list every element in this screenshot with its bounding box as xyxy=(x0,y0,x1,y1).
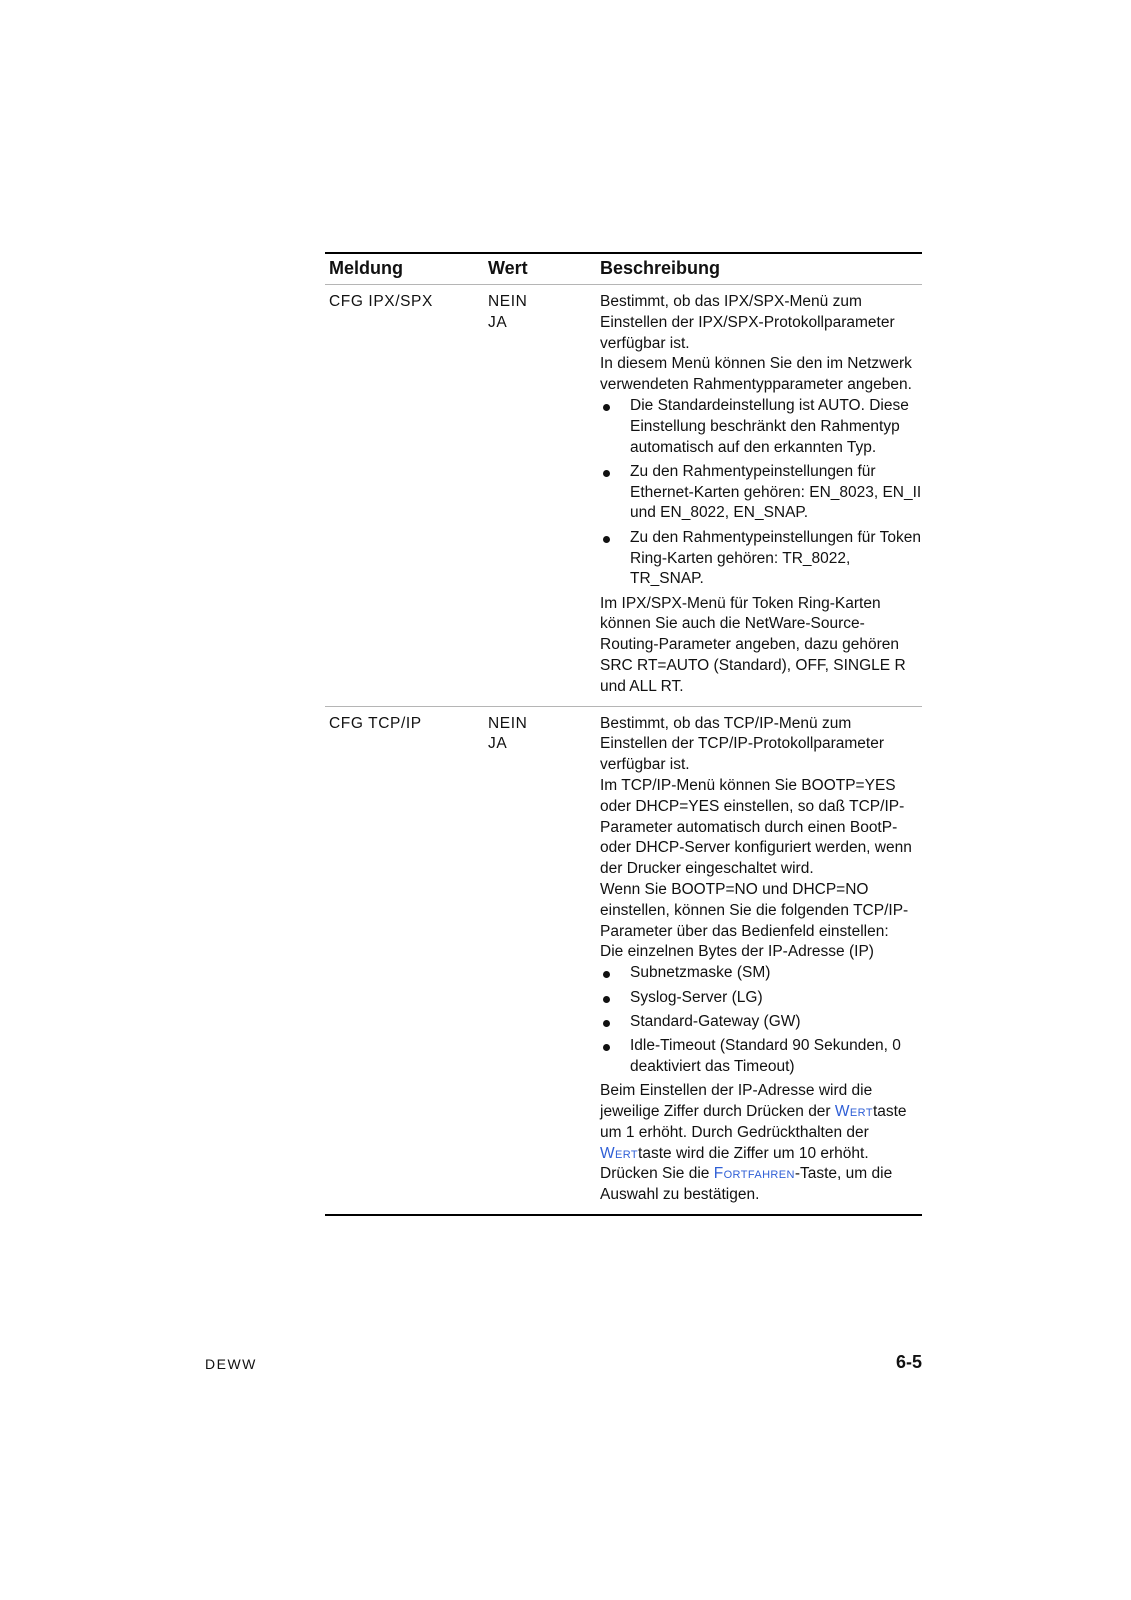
description-cfg-tcp-ip xyxy=(599,714,922,1206)
value-ja: JA xyxy=(488,313,508,331)
header-meldung: Meldung xyxy=(329,258,403,278)
bullet-item: Syslog-Server (LG) xyxy=(600,988,922,1009)
message-cfg-tcp-ip: CFG TCP/IP xyxy=(329,714,422,732)
table-row-cfg-ipx-spx xyxy=(325,285,922,706)
table-row-cfg-tcp-ip xyxy=(325,706,922,1214)
table-header xyxy=(325,254,922,285)
footer-doc-code: DEWW xyxy=(205,1356,257,1372)
values-cfg-ipx-spx xyxy=(486,292,599,698)
values-cfg-tcp-ip xyxy=(486,714,599,1206)
text-span: taste wird die Ziffer um 10 erhöht. Drücken Sie die xyxy=(600,1144,869,1183)
text-span: Beim Einstellen der IP-Adresse wird die jeweilige Ziffer durch Drücken der xyxy=(600,1082,873,1120)
value-nein: NEIN xyxy=(488,714,528,732)
description-paragraph: Wenn Sie BOOTP=NO und DHCP=NO einstellen, können Sie die folgenden TCP/IP-Parameter über das Bedienfeld einstellen: xyxy=(600,881,909,940)
description-paragraph: Bestimmt, ob das IPX/SPX-Menü zum Einstellen der IPX/SPX-Protokollparameter verfügbar ist. xyxy=(600,293,895,352)
text-span: -Taste, um die Auswahl zu bestätigen. xyxy=(600,1165,893,1204)
message-table xyxy=(325,252,922,1216)
value-ja: JA xyxy=(488,735,508,753)
bullet-item: Zu den Rahmentypeinstellungen für Ethernet-Karten gehören: EN_8023, EN_II und EN_8022, EN_SNAP. xyxy=(600,462,922,524)
wert-key-link[interactable]: Wert xyxy=(600,1144,639,1162)
bullet-item: Die Standardeinstellung ist AUTO. Diese Einstellung beschränkt den Rahmentyp automatisch auf den erkannten Typ. xyxy=(600,396,922,458)
description-paragraph: Im IPX/SPX-Menü für Token Ring-Karten können Sie auch die NetWare-Source-Routing-Parameter angeben, dazu gehören SRC RT=AUTO (Standard), OFF, SINGLE R und ALL RT. xyxy=(600,594,906,695)
value-nein: NEIN xyxy=(488,293,528,310)
description-paragraph: In diesem Menü können Sie den im Netzwerk verwendeten Rahmentypparameter angeben. xyxy=(600,355,912,394)
header-wert: Wert xyxy=(488,258,528,278)
fortfahren-key-link[interactable]: Fortfahren xyxy=(713,1165,795,1183)
description-paragraph xyxy=(600,1081,922,1206)
bullet-item: Subnetzmaske (SM) xyxy=(600,963,922,984)
wert-key-link[interactable]: Wert xyxy=(834,1102,873,1120)
bullet-item: Idle-Timeout (Standard 90 Sekunden, 0 deaktiviert das Timeout) xyxy=(600,1036,922,1078)
description-paragraph: Im TCP/IP-Menü können Sie BOOTP=YES oder DHCP=YES einstellen, so daß TCP/IP-Parameter automatisch durch einen BootP- oder DHCP-Server konfiguriert werden, wenn der Drucker eingeschaltet wird. xyxy=(600,777,912,878)
message-cfg-ipx-spx: CFG IPX/SPX xyxy=(329,293,433,310)
description-paragraph: Bestimmt, ob das TCP/IP-Menü zum Einstellen der TCP/IP-Protokollparameter verfügbar ist. xyxy=(600,714,885,774)
bullet-list xyxy=(600,396,922,590)
text-span: taste um 1 erhöht. Durch Gedrückthalten der xyxy=(600,1102,907,1141)
bullet-item: Standard-Gateway (GW) xyxy=(600,1012,922,1033)
bullet-list xyxy=(600,963,922,1077)
description-cfg-ipx-spx xyxy=(599,292,922,698)
description-paragraph: Die einzelnen Bytes der IP-Adresse (IP) xyxy=(600,943,874,961)
page-number: 6-5 xyxy=(895,1352,922,1372)
header-beschreibung: Beschreibung xyxy=(600,258,721,278)
table-bottom-rule xyxy=(325,1214,922,1216)
bullet-item: Zu den Rahmentypeinstellungen für Token Ring-Karten gehören: TR_8022, TR_SNAP. xyxy=(600,528,922,590)
